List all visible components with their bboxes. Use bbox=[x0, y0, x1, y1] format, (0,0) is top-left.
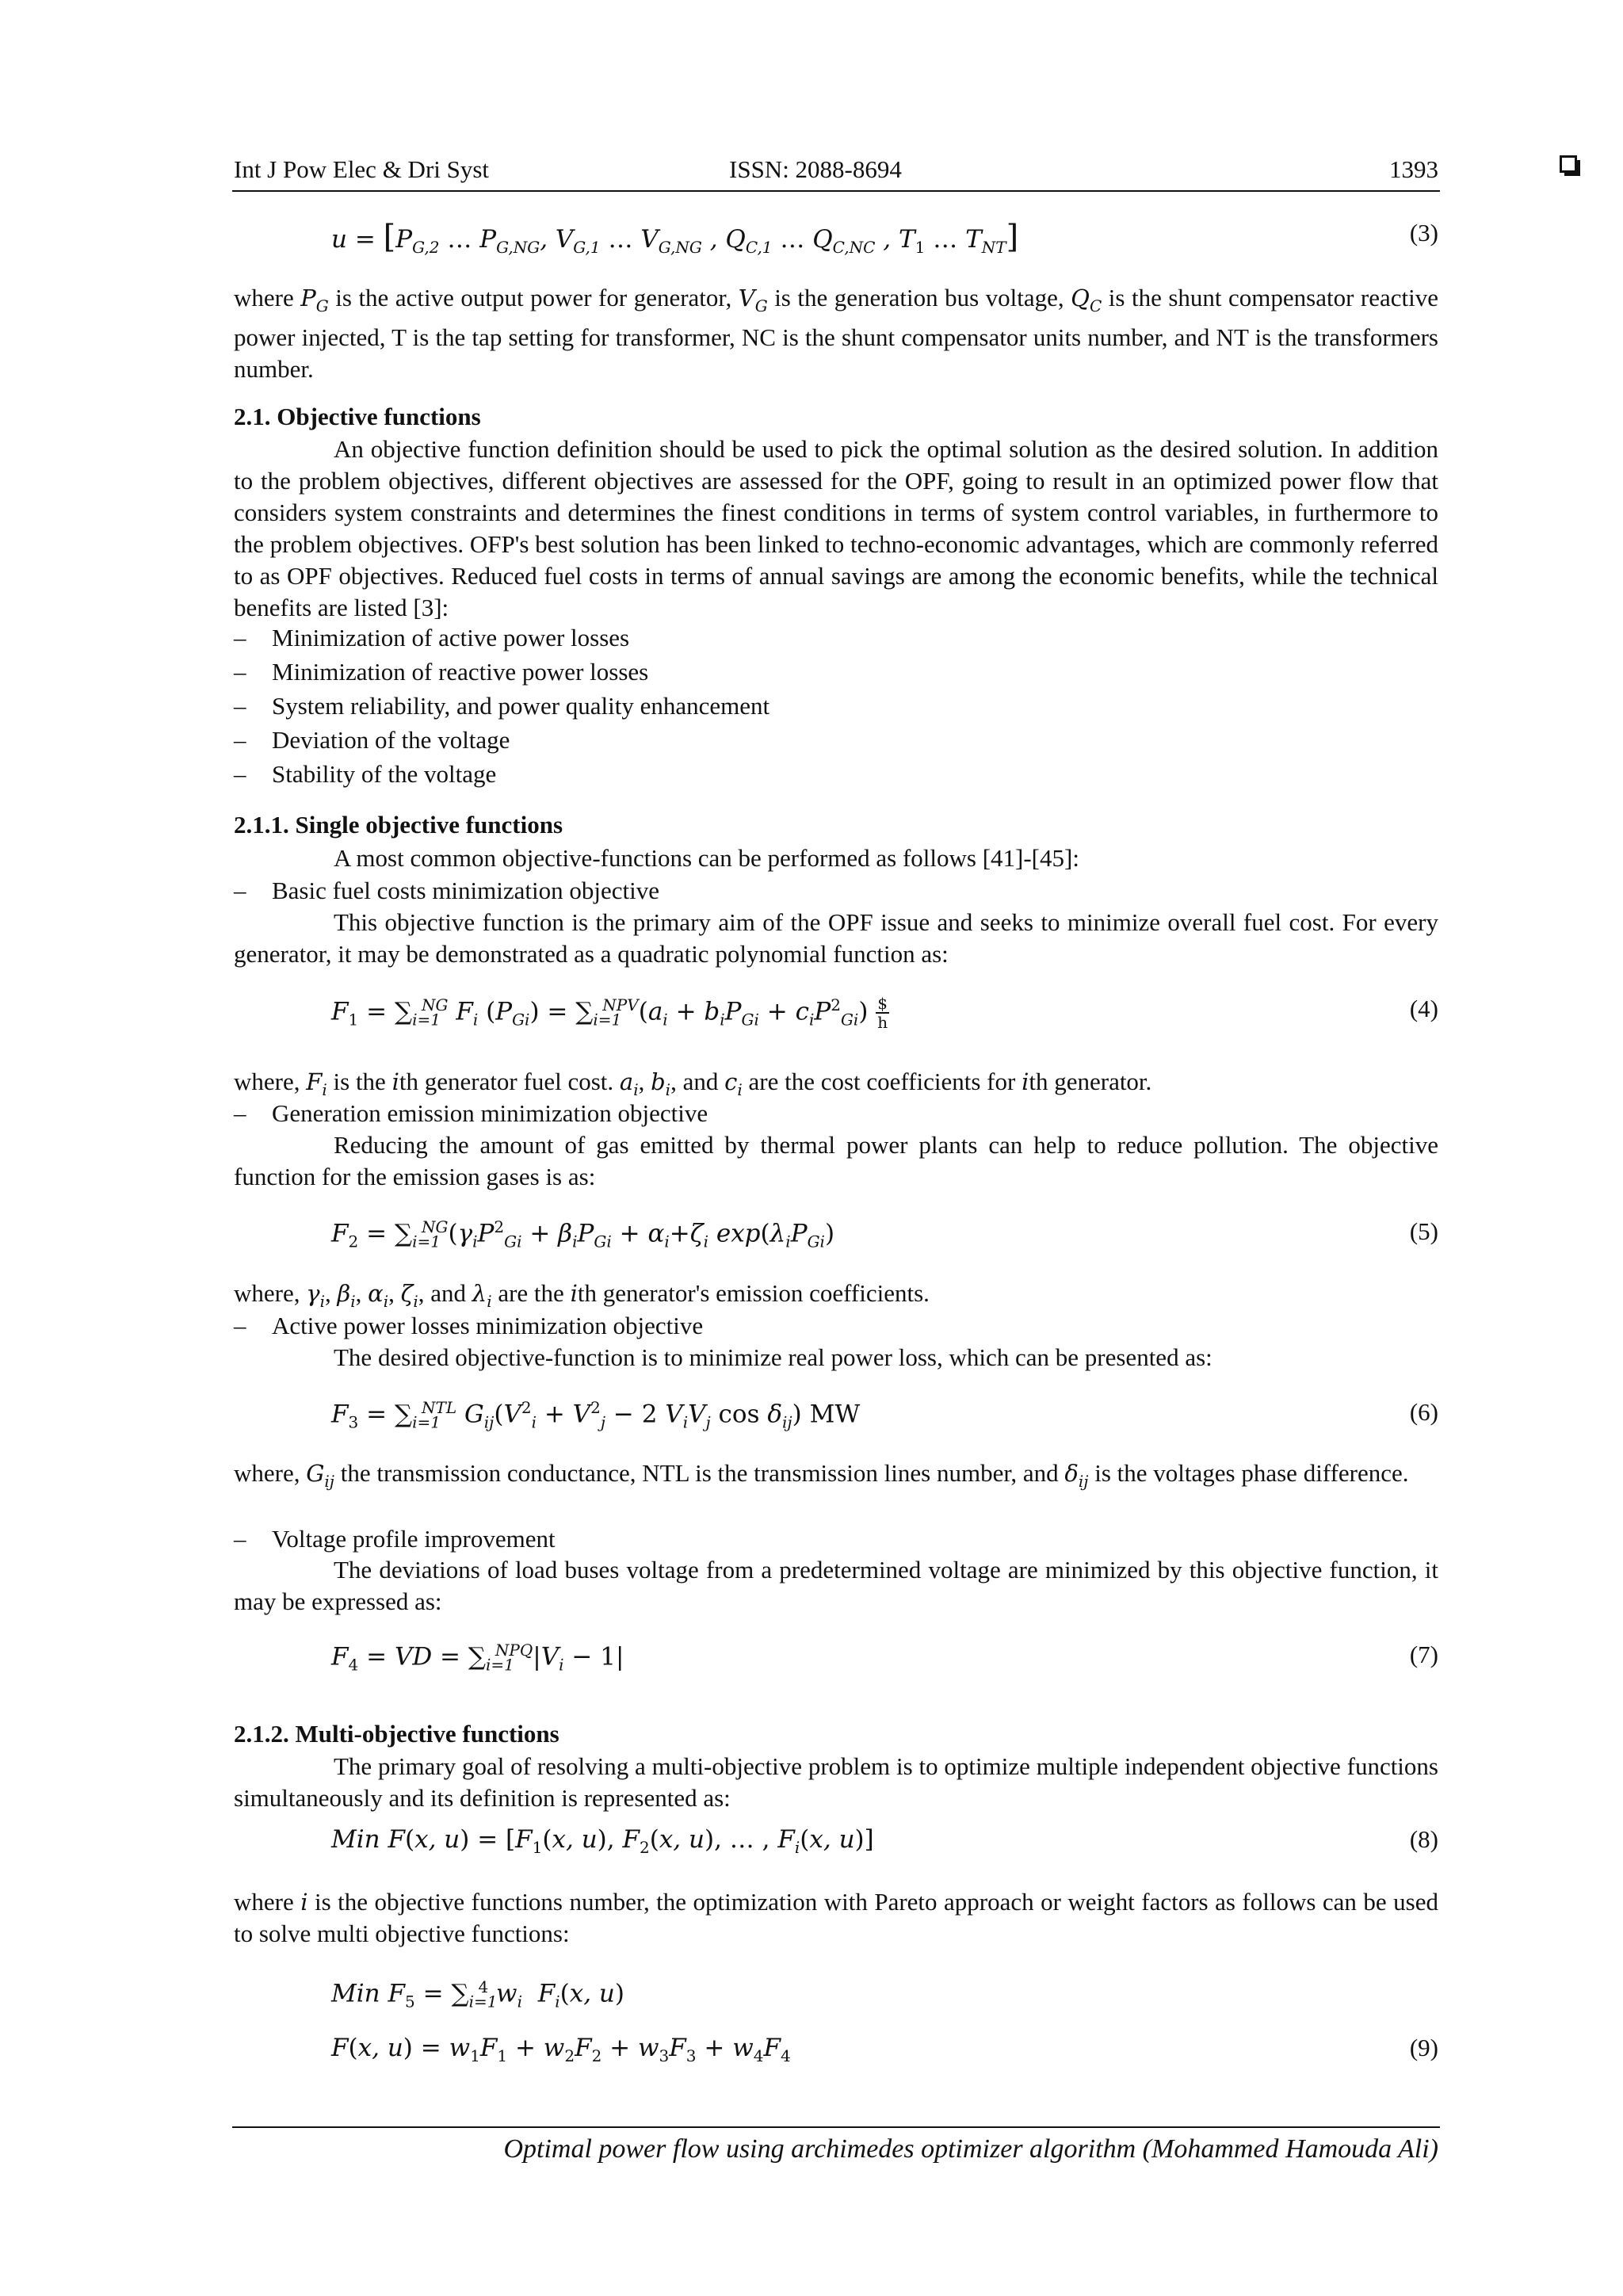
list-item: – Minimization of active power losses bbox=[234, 624, 630, 651]
journal-name: Int J Pow Elec & Dri Syst bbox=[234, 155, 490, 183]
benefits-list bbox=[234, 621, 1438, 791]
list-item: – Deviation of the voltage bbox=[234, 726, 510, 754]
equation-4 bbox=[331, 995, 1438, 1039]
equation-6 bbox=[331, 1398, 1438, 1442]
list-item: – Generation emission minimization objective bbox=[234, 1099, 708, 1127]
paragraph-where-gij: where, $G_{ij}$ the transmission conductance, NTL is the transmission lines number, and $\delta_{ij}$ is the voltages phase difference. bbox=[234, 1459, 1409, 1491]
equation-5-number: (5) bbox=[1409, 1217, 1438, 1245]
equation-9-math: F(x, $u) = w_1F_1 + w_2F_2 + w_3F_3 + w_4F_4$ bbox=[331, 2034, 791, 2066]
equation-8 bbox=[331, 1825, 1438, 1870]
equation-3-math: $u = [P_{G,2}$ … $P_{G,NG}$, $V_{G,1}$ … $V_{G,NG}$ , $Q_{C,1}$ … $Q_{C,NC}$ , $T_1$ … $T_{NT}$] bbox=[331, 219, 1019, 258]
list-item: – Minimization of reactive power losses bbox=[234, 658, 649, 686]
equation-7-number: (7) bbox=[1409, 1641, 1438, 1668]
paragraph-multi-objective: The primary goal of resolving a multi-objective problem is to optimize multiple independent objective functions simultaneously and its definition is represented as: bbox=[234, 1752, 1438, 1812]
list-fuel bbox=[234, 873, 1438, 907]
equation-9-number: (9) bbox=[1409, 2034, 1438, 2061]
equation-9a bbox=[331, 1977, 1438, 2022]
list-losses bbox=[234, 1308, 1438, 1343]
list-item: – Stability of the voltage bbox=[234, 760, 497, 788]
equation-5-math: $F_2 = \sum_{i=1}^{NG}(\gamma_iP^2_{Gi} + \beta_iP_{Gi} + \alpha_i+\zeta_i$ $\exp(\lambda_iP_{Gi})$ bbox=[331, 1217, 835, 1251]
footer-rule bbox=[232, 2126, 1440, 2128]
running-header bbox=[234, 155, 1438, 190]
equation-4-math: $F_1 = \sum_{i=1}^{NG}$ $F_i$ $(P_{Gi}) = \sum_{i=1}^{NPV}(a_i + b_iP_{Gi} + c_iP^2_{Gi})$ $ h bbox=[331, 994, 888, 1032]
equation-7 bbox=[331, 1641, 1438, 1685]
equation-7-math: $F_4$ = VD = $\sum_{i=1}^{NPQ}|V_i - 1|$ bbox=[331, 1641, 624, 1675]
page-number: 1393 bbox=[1389, 155, 1438, 183]
equation-6-unit: MW bbox=[809, 1400, 861, 1429]
equation-4-number: (4) bbox=[1409, 995, 1438, 1022]
equation-8-math: Min F(x, $u) = [F_1(x$, u), $F_2(x$, u), … , $F_i(x$, u)] bbox=[331, 1825, 874, 1858]
list-item: – Voltage profile improvement bbox=[234, 1525, 556, 1553]
equation-3-number: (3) bbox=[1409, 219, 1438, 246]
paragraph-where-gamma: where, $\gamma_i$, $\beta_i$, $\alpha_i$, $\zeta_i$, and $\lambda_i$ are the ith generator's emission coefficients. bbox=[234, 1279, 930, 1311]
list-item: – System reliability, and power quality enhancement bbox=[234, 692, 770, 720]
header-rule bbox=[232, 190, 1440, 192]
paragraph-objective-functions: An objective function definition should be used to pick the optimal solution as the desired solution. In addition to the problem objectives, different objectives are assessed for the OPF, going to result in an optimized power flow that considers system constraints and determines the finest conditions in terms of system control variables, in furthermore to the problem objectives. OFP's best solution has been linked to techno-economic advantages, which are commonly referred to as OPF objectives. Reduced fuel costs in terms of annual savings are among the economic benefits, while the technical benefits are listed [3]: bbox=[234, 435, 1438, 621]
list-item: – Active power losses minimization objective bbox=[234, 1312, 704, 1339]
square-bullet-icon bbox=[1560, 155, 1577, 173]
equation-9 bbox=[331, 2034, 1438, 2078]
equation-9a-math: Min $F_5 = \sum_{i=1}^4$ $w_i$ $F_i(x$, u) bbox=[331, 1977, 624, 2011]
section-heading-2-1-2: 2.1.2. Multi-objective functions bbox=[234, 1720, 559, 1748]
list-voltage bbox=[234, 1522, 1438, 1556]
equation-8-number: (8) bbox=[1409, 1825, 1438, 1853]
section-heading-2-1-1: 2.1.1. Single objective functions bbox=[234, 811, 563, 839]
paragraph-where-pg: where $P_G$ is the active output power for generator, $V_G$ is the generation bus voltage, $Q_C$ is the shunt compensator reactive power injected, T is the tap setting for transformer, NC is the shunt compensator units number, and NT is the transformers number. bbox=[234, 284, 1439, 383]
issn: ISSN: 2088-8694 bbox=[729, 155, 902, 183]
list-item: – Basic fuel costs minimization objective bbox=[234, 877, 659, 904]
list-emission bbox=[234, 1096, 1438, 1130]
paragraph-losses: The desired objective-function is to minimize real power loss, which can be presented as: bbox=[334, 1343, 1212, 1371]
equation-5 bbox=[331, 1217, 1438, 1262]
paragraph-where-fi: where, $F_i$ is the ith generator fuel cost. $a_i$, $b_i$, and $c_i$ are the cost coefficients for ith generator. bbox=[234, 1068, 1152, 1099]
equation-3 bbox=[331, 219, 1438, 263]
paragraph-fuel-cost: This objective function is the primary aim of the OPF issue and seeks to minimize overall fuel cost. For every generator, it may be demonstrated as a quadratic polynomial function as: bbox=[234, 908, 1438, 968]
paragraph-emission: Reducing the amount of gas emitted by thermal power plants can help to reduce pollution. The objective function for the emission gases is as: bbox=[234, 1131, 1438, 1190]
paragraph-where-i: where i is the objective functions number, the optimization with Pareto approach or weight factors as follows can be used to solve multi objective functions: bbox=[234, 1888, 1438, 1947]
running-footer: Optimal power flow using archimedes optimizer algorithm (Mohammed Hamouda Ali) bbox=[503, 2134, 1438, 2164]
section-heading-2-1: 2.1. Objective functions bbox=[234, 403, 481, 430]
equation-6-math: $F_3 = \sum_{i=1}^{NTL}$ $G_{ij}(V^2_i + V^2_j - 2$ $V_iV_j$ $\cos \delta_{ij}$) MW bbox=[331, 1398, 861, 1432]
paragraph-voltage: The deviations of load buses voltage from a predetermined voltage are minimized by this objective function, it may be expressed as: bbox=[234, 1556, 1438, 1615]
paragraph-common-objectives: A most common objective-functions can be performed as follows [41]-[45]: bbox=[334, 844, 1079, 872]
equation-6-number: (6) bbox=[1409, 1398, 1438, 1426]
